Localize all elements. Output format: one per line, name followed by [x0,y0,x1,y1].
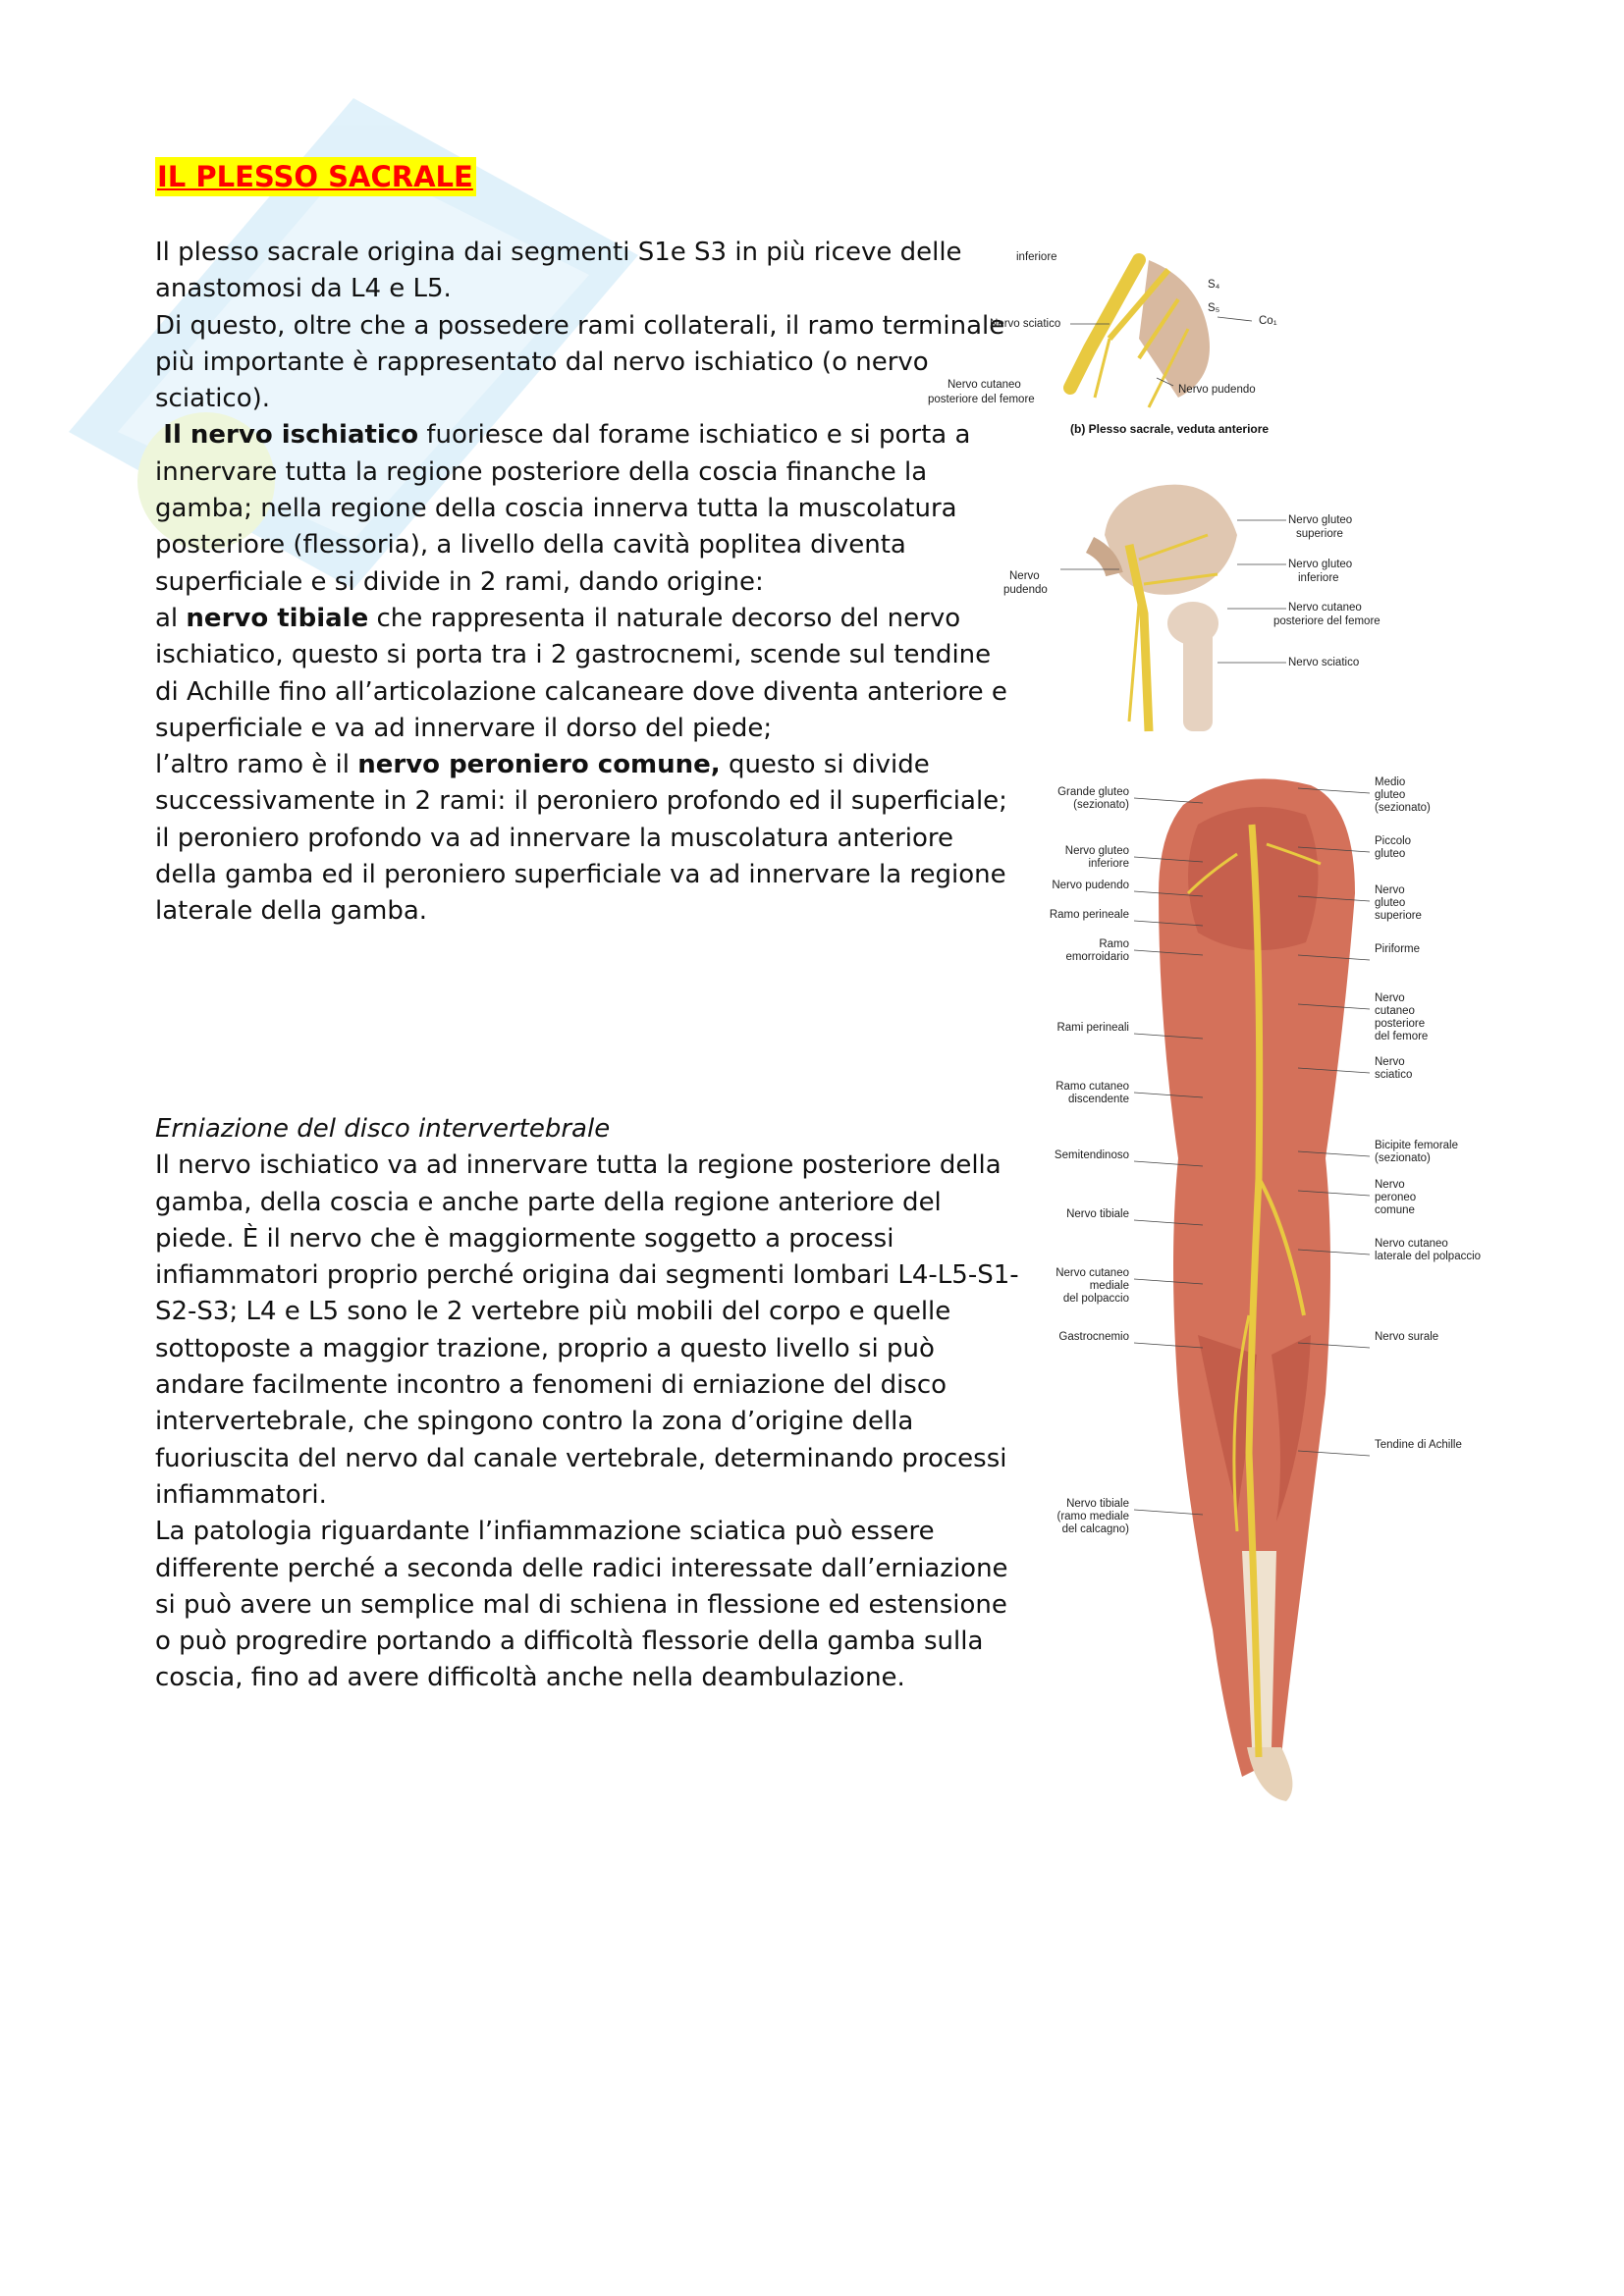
fig3-label: Ramo [1099,938,1129,950]
fig3-label: Grande gluteo [1057,786,1129,798]
erniazione-paragraph-2: La patologia riguardante l’infiammazione sciatica può essere differente perché a seconda delle radici interessate dall’erniazione si può avere un semplice mal di schiena in flessione ed estensione o può progredire portando a difficoltà flessorie della gamba sulla coscia, fino ad avere difficoltà anche nella deambulazione. [155,1517,1008,1693]
figure-posterior-leg [1041,766,1482,1816]
erniazione-paragraph-1: Il nervo ischiatico va ad innervare tutta la regione posteriore della gamba, della coscia e anche parte della regione anteriore del piede. È il nervo che è maggiormente soggetto a processi infiammatori proprio perché origina dai segmenti lombari L4-L5-S1-S2-S3; L4 e L5 sono le 2 vertebre più mobili del corpo e quelle sottoposte a maggior trazione, proprio a questo livello si può andare facilmente incontro a fenomeni di erniazione del disco intervertebrale, che spingono contro la zona d’origine della fuoriuscita del nervo dal canale vertebrale, determinando processi infiammatori. [155,1150,1019,1510]
fig1-label-inferiore: inferiore [1016,251,1057,263]
figure-gluteal-region [992,476,1404,736]
fig2-label-gluteo-inf-1: Nervo gluteo [1288,559,1353,570]
fig2-label-gluteo-inf-2: inferiore [1298,572,1339,584]
ischiatico-text: fuoriesce dal forame ischiatico e si porta a innervare tutta la regione posteriore della coscia finanche la gamba; nella regione della coscia innerva tutta la muscolatura posteriore (flessoria), a livello della cavità poplitea diventa superficiale e si divide in 2 rami, dando origine: [155,420,971,597]
fig1-label-co1: Co₁ [1259,315,1277,327]
fig3-label: Nervo [1375,1179,1405,1191]
fig3-label: Nervo surale [1375,1331,1439,1343]
fig1-label-cutaneo-1: Nervo cutaneo [947,379,1021,391]
fig3-label: Piriforme [1375,943,1421,955]
peroniero-text: questo si divide successivamente in 2 rami: il peroniero profondo ed il superficiale; il peroniero profondo va ad innervare la muscolatura anteriore della gamba ed il peroniero superficiale va ad innervare la regione laterale della gamba. [155,750,1007,927]
fig3-label: (ramo mediale [1056,1511,1129,1522]
fig3-label: gluteo [1375,848,1406,860]
fig3-label: Bicipite femorale [1375,1140,1459,1151]
fig3-label: superiore [1375,910,1422,922]
fig3-label: Nervo gluteo [1064,845,1129,857]
fig1-label-sciatico: Nervo sciatico [990,318,1061,330]
fig3-label: Nervo cutaneo [1375,1238,1448,1250]
fig3-label: Semitendinoso [1054,1149,1129,1161]
fig3-label: Rami perineali [1056,1022,1129,1034]
tibiale-term: nervo tibiale [186,603,369,633]
heel-shape [1247,1747,1292,1801]
fig3-label: Ramo cutaneo [1056,1081,1129,1093]
fig3-label: (sezionato) [1375,1152,1431,1164]
fig3-label: posteriore [1375,1018,1426,1030]
fig2-label-gluteo-sup-2: superiore [1296,528,1343,540]
fig1-label-pudendo: Nervo pudendo [1178,384,1256,396]
pelvis-bone [1105,485,1237,595]
page-title: IL PLESSO SACRALE [155,157,476,196]
fig3-label: cutaneo [1375,1005,1415,1017]
ischiatico-paragraph [155,417,1019,600]
fig3-label: emorroidario [1065,951,1129,963]
fig2-label-pudendo-1: Nervo [1009,570,1040,582]
intro-section [155,235,1019,931]
intro-paragraph-2: Di questo, oltre che a possedere rami collaterali, il ramo terminale più importante è rappresentato dal nervo ischiatico (o nervo sciatico). [155,310,1005,414]
fig2-label-cutaneo-2: posteriore del femore [1273,615,1380,627]
sacrum-bone [1139,260,1210,398]
fig3-label: peroneo [1375,1192,1417,1203]
fig3-label: Nervo cutaneo [1056,1267,1129,1279]
peroniero-paragraph [155,747,1019,930]
fig3-label: Nervo tibiale [1066,1498,1129,1510]
fig1-label-s4: S₄ [1208,279,1220,291]
fig3-label: Nervo tibiale [1066,1208,1129,1220]
fig3-label: Piccolo [1375,835,1412,847]
cutaneous-nerve-shape [1129,604,1139,721]
tibiale-paragraph [155,601,1019,747]
erniazione-section [155,1111,1019,1697]
fig1-caption: (b) Plesso sacrale, veduta anteriore [1070,422,1270,436]
fig3-label: Nervo pudendo [1052,880,1129,891]
fig3-label: Ramo perineale [1049,909,1129,921]
fig3-label: comune [1375,1204,1415,1216]
fig2-label-sciatico: Nervo sciatico [1288,657,1360,668]
figure-sacral-plexus-anterior [913,240,1375,447]
fig2-label-cutaneo-1: Nervo cutaneo [1288,602,1362,614]
fig3-label: sciatico [1375,1069,1413,1081]
fig3-label: (sezionato) [1375,802,1431,814]
title-block [155,157,476,196]
fig3-label: del calcagno) [1061,1523,1129,1535]
tibiale-pre: al [155,603,187,633]
intro-paragraph-1: Il plesso sacrale origina dai segmenti S1e S3 in più riceve delle anastomosi da L4 e L5. [155,238,962,304]
figure1-drawing [913,240,1375,447]
fig3-label: del polpaccio [1062,1293,1129,1305]
figure2-drawing [992,476,1404,736]
fig3-label: laterale del polpaccio [1375,1251,1482,1262]
peroniero-term: nervo peroniero comune, [357,750,721,780]
fig3-label: gluteo [1375,789,1406,801]
fig3-label: Gastrocnemio [1058,1331,1129,1343]
fig3-label: (sezionato) [1073,799,1129,811]
figure3-drawing [1041,766,1482,1816]
peroniero-pre: l’altro ramo è il [155,750,358,780]
fig3-label: inferiore [1088,858,1129,870]
fig3-label: del femore [1375,1031,1429,1042]
fig3-label: Medio [1375,776,1406,788]
fig3-label: Tendine di Achille [1375,1439,1462,1451]
fig3-label: gluteo [1375,897,1406,909]
fig3-label: Nervo [1375,884,1405,896]
fig3-label: Nervo [1375,1056,1405,1068]
erniazione-heading: Erniazione del disco intervertebrale [155,1114,611,1144]
fig2-label-gluteo-sup-1: Nervo gluteo [1288,514,1353,526]
fig3-label: mediale [1089,1280,1129,1292]
fig2-label-pudendo-2: pudendo [1003,584,1048,596]
tibiale-text: che rappresenta il naturale decorso del nervo ischiatico, questo si porta tra i 2 gastrocnemi, scende sul tendine di Achille fino all’articolazione calcaneare dove diventa anteriore e superficiale e va ad innervare il dorso del piede; [155,603,1007,743]
femur-shaft [1183,623,1213,731]
fig3-label: Nervo [1375,992,1405,1004]
fig3-label: discendente [1067,1094,1129,1105]
fig1-label-s5: S₅ [1208,302,1220,314]
fig1-label-cutaneo-2: posteriore del femore [928,394,1035,405]
ischiatico-term: Il nervo ischiatico [163,420,419,451]
